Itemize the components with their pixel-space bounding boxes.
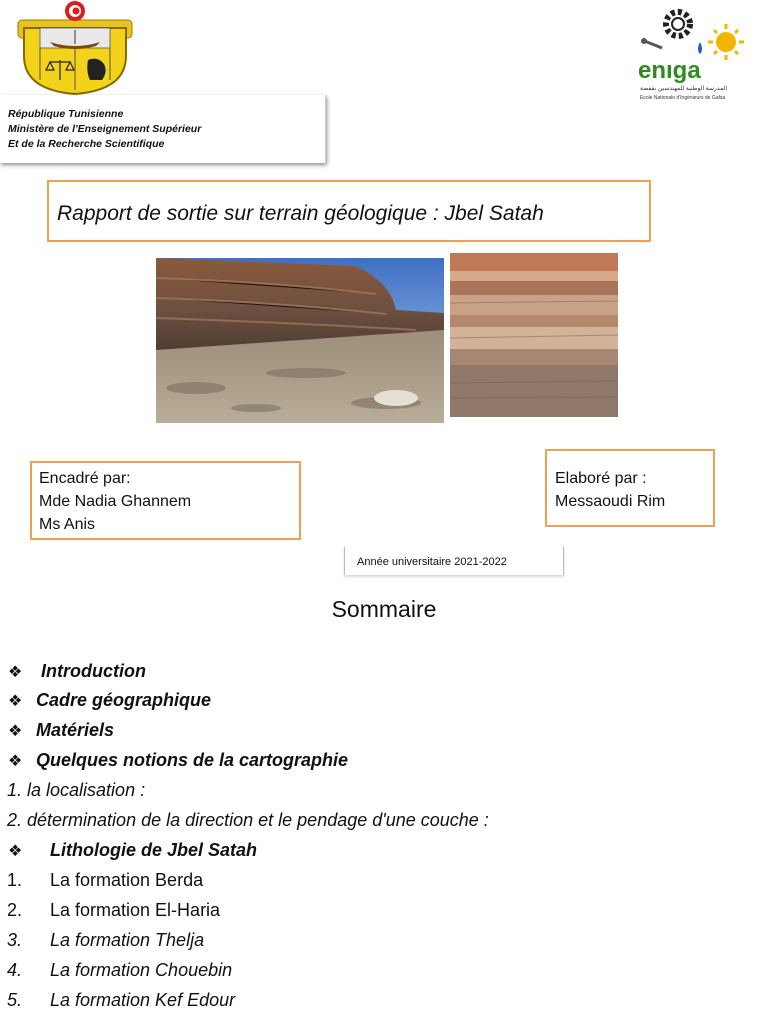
ministry-line-2: Ministère de l'Enseignement Supérieur <box>8 123 202 135</box>
canyon-photo <box>156 258 444 423</box>
supervisors-label: Encadré par: <box>39 470 131 487</box>
academic-year: Année universitaire 2021-2022 <box>357 556 507 568</box>
diamond-bullet-icon: ❖ <box>8 753 23 770</box>
author-name: Messaoudi Rim <box>555 493 666 510</box>
ministry-line-3: Et de la Recherche Scientifique <box>8 138 165 150</box>
rock-layers-photo <box>450 253 618 417</box>
sommaire-heading: Sommaire <box>331 596 437 622</box>
report-title-box <box>47 180 651 242</box>
diamond-bullet-icon: ❖ <box>8 693 23 710</box>
report-title: Rapport de sortie sur terrain géologique : Jbel Satah <box>57 202 544 225</box>
svg-text:enıga: enıga <box>638 57 701 84</box>
toc-subsection: 1. la localisation : <box>7 780 146 800</box>
ministry-header <box>0 95 326 163</box>
supervisors-box <box>30 461 301 540</box>
academic-year-box <box>344 547 564 575</box>
author-label: Elaboré par : <box>555 470 647 487</box>
author-box <box>545 449 715 527</box>
svg-text:Ecole Nationale d'Ingénieurs d: Ecole Nationale d'Ingénieurs de Gafsa <box>640 95 726 101</box>
ministry-line-1: République Tunisienne <box>8 108 124 120</box>
diamond-bullet-icon: ❖ <box>8 723 23 740</box>
enig-logo-icon <box>632 4 754 102</box>
supervisor-name: Ms Anis <box>39 516 96 533</box>
diamond-bullet-icon: ❖ <box>8 843 23 860</box>
supervisor-name: Mde Nadia Ghannem <box>39 493 192 510</box>
tunisia-coat-of-arms-icon <box>16 0 134 96</box>
diamond-bullet-icon: ❖ <box>8 664 23 681</box>
toc-subsection: 2. détermination de la direction et le pendage d'une couche : <box>7 810 489 830</box>
svg-text:المدرسة الوطنية للمهندسين بقفص: المدرسة الوطنية للمهندسين بقفصة <box>640 86 728 92</box>
